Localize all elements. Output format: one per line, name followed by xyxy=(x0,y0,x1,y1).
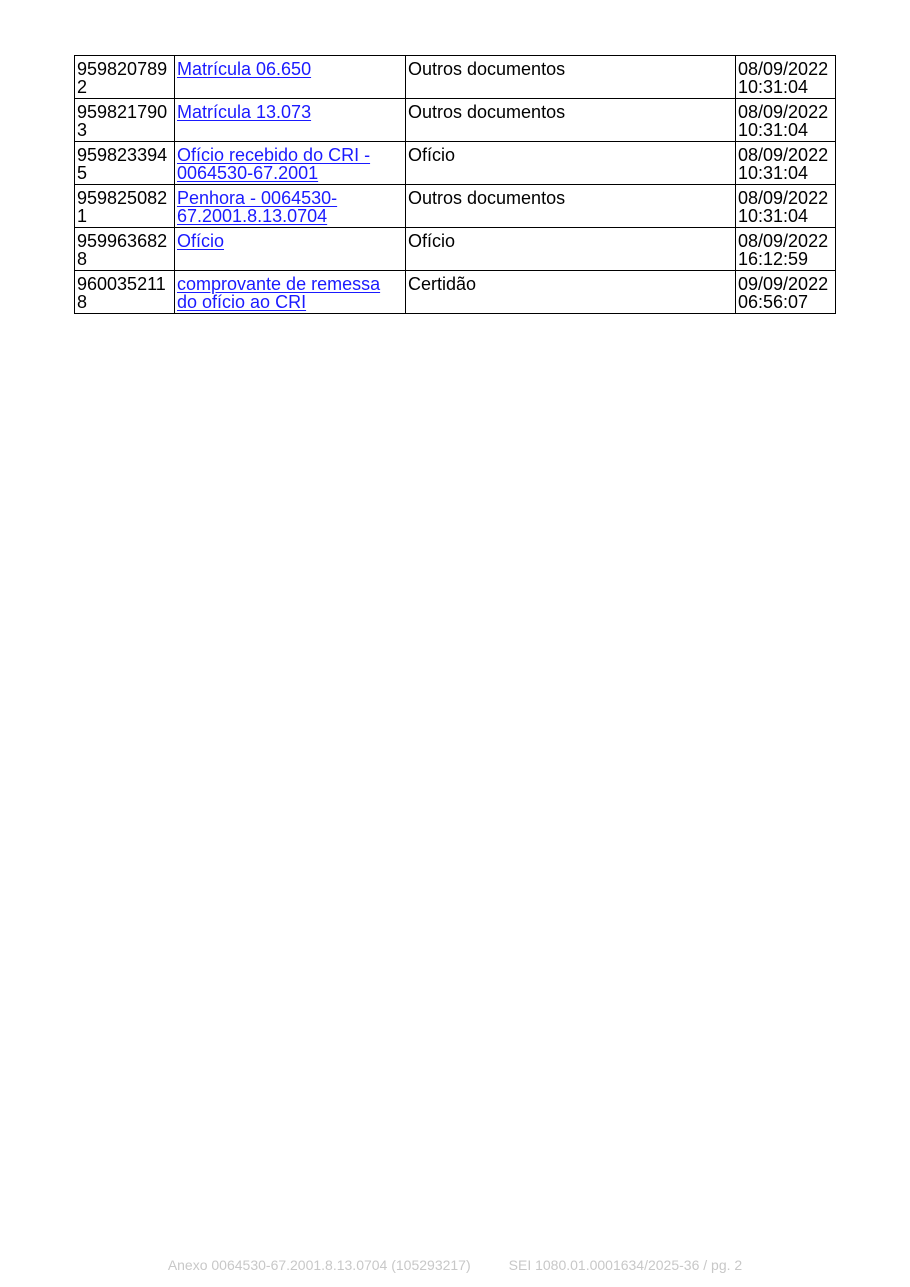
page-footer xyxy=(0,1257,910,1273)
document-id: 9599636828 xyxy=(75,228,175,271)
document-type: Outros documentos xyxy=(406,56,736,99)
document-link[interactable]: Penhora - 0064530-67.2001.8.13.0704 xyxy=(177,188,338,226)
document-name-cell xyxy=(175,271,406,314)
document-time: 10:31:04 xyxy=(738,206,809,226)
document-datetime xyxy=(736,56,836,99)
document-date: 09/09/2022 xyxy=(738,274,829,294)
document-date: 08/09/2022 xyxy=(738,145,829,165)
table-row xyxy=(75,56,836,99)
document-link[interactable]: Matrícula 06.650 xyxy=(177,59,312,79)
footer-annex-reference: Anexo 0064530-67.2001.8.13.0704 (105293217) xyxy=(167,1257,471,1273)
document-link[interactable]: comprovante de remessa do ofício ao CRI xyxy=(177,274,381,312)
document-type: Ofício xyxy=(406,228,736,271)
table-row xyxy=(75,271,836,314)
footer-sei-page: SEI 1080.01.0001634/2025-36 / pg. 2 xyxy=(508,1257,743,1273)
document-id: 9598233945 xyxy=(75,142,175,185)
document-id: 9598250821 xyxy=(75,185,175,228)
document-name-cell xyxy=(175,99,406,142)
table-row xyxy=(75,228,836,271)
document-date: 08/09/2022 xyxy=(738,59,829,79)
document-time: 10:31:04 xyxy=(738,77,809,97)
document-time: 16:12:59 xyxy=(738,249,809,269)
document-name-cell xyxy=(175,56,406,99)
table-row xyxy=(75,99,836,142)
document-time: 06:56:07 xyxy=(738,292,809,312)
document-datetime xyxy=(736,271,836,314)
document-id: 9600352118 xyxy=(75,271,175,314)
document-id: 9598207892 xyxy=(75,56,175,99)
document-type: Ofício xyxy=(406,142,736,185)
table-row xyxy=(75,185,836,228)
document-datetime xyxy=(736,142,836,185)
document-id: 9598217903 xyxy=(75,99,175,142)
document-datetime xyxy=(736,185,836,228)
document-type: Outros documentos xyxy=(406,99,736,142)
document-date: 08/09/2022 xyxy=(738,188,829,208)
table-row xyxy=(75,142,836,185)
document-type: Outros documentos xyxy=(406,185,736,228)
document-name-cell xyxy=(175,142,406,185)
document-name-cell xyxy=(175,228,406,271)
document-link[interactable]: Ofício recebido do CRI - 0064530-67.2001 xyxy=(177,145,371,183)
document-type: Certidão xyxy=(406,271,736,314)
document-date: 08/09/2022 xyxy=(738,231,829,251)
document-link[interactable]: Ofício xyxy=(177,231,225,251)
document-datetime xyxy=(736,228,836,271)
document-link[interactable]: Matrícula 13.073 xyxy=(177,102,312,122)
document-name-cell xyxy=(175,185,406,228)
documents-table xyxy=(74,55,836,314)
document-time: 10:31:04 xyxy=(738,120,809,140)
document-time: 10:31:04 xyxy=(738,163,809,183)
document-date: 08/09/2022 xyxy=(738,102,829,122)
document-datetime xyxy=(736,99,836,142)
